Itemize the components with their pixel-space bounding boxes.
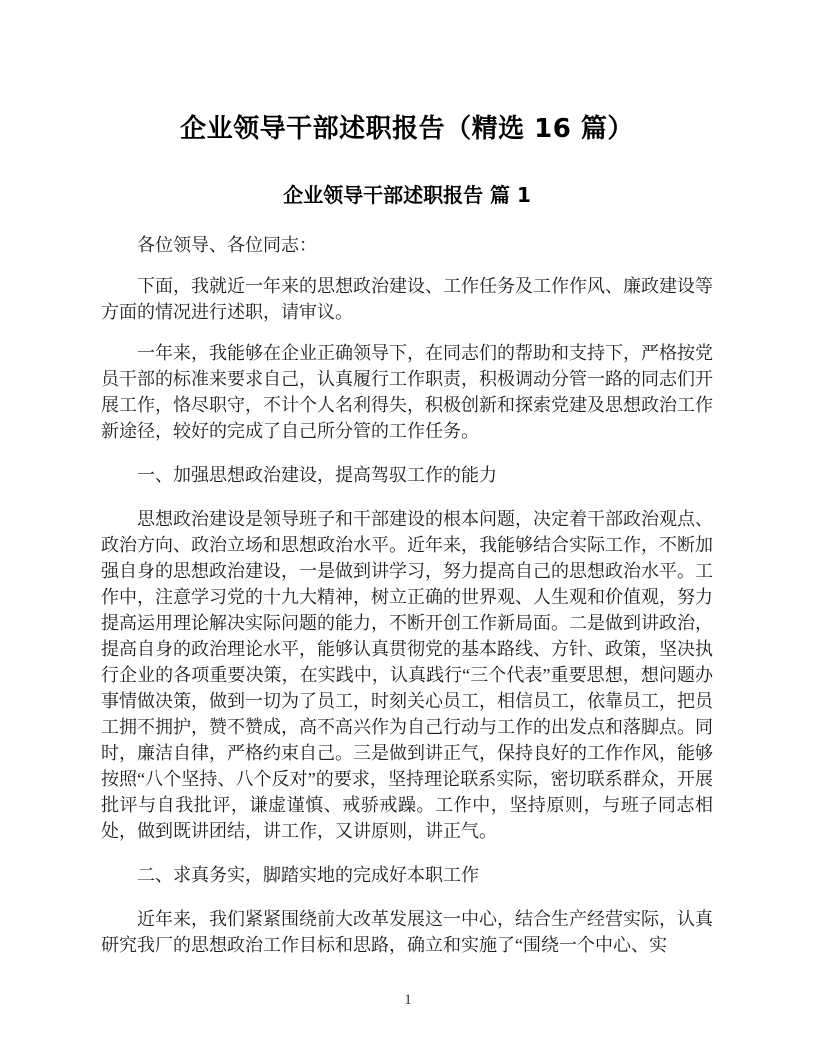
section-heading-2: 二、求真务实，脚踏实地的完成好本职工作 bbox=[137, 865, 479, 885]
document-subtitle: 企业领导干部述职报告 篇 1 bbox=[283, 183, 531, 207]
document-content bbox=[101, 112, 713, 973]
section-heading-1: 一、加强思想政治建设，提高驾驭工作的能力 bbox=[137, 465, 497, 485]
salutation-paragraph: 各位领导、各位同志： bbox=[137, 235, 317, 255]
page-number: 1 bbox=[404, 992, 412, 1008]
paragraph-intro: 下面，我就近一年来的思想政治建设、工作任务及工作作风、廉政建设等方面的情况进行述职，请审议。 bbox=[101, 276, 713, 322]
paragraph-overview: 一年来，我能够在企业正确领导下，在同志们的帮助和支持下，严格按党员干部的标准来要求自己，认真履行工作职责，积极调动分管一路的同志们开展工作，恪尽职守，不计个人名利得失，积极创新和探索党建及思想政治工作新途径，较好的完成了自己所分管的工作任务。 bbox=[101, 343, 713, 441]
paragraph-section-2-body: 近年来，我们紧紧围绕前大改革发展这一中心，结合生产经营实际，认真研究我厂的思想政治工作目标和思路，确立和实施了“围绕一个中心、实 bbox=[101, 909, 713, 955]
document-title: 企业领导干部述职报告（精选 16 篇） bbox=[180, 114, 634, 144]
paragraph-section-1-body: 思想政治建设是领导班子和干部建设的根本问题，决定着干部政治观点、政治方向、政治立场和思想政治水平。近年来，我能够结合实际工作，不断加强自身的思想政治建设，一是做到讲学习，努力提高自己的思想政治水平。工作中，注意学习党的十九大精神，树立正确的世界观、人生观和价值观，努力提高运用理论解决实际问题的能力，不断开创工作新局面。二是做到讲政治，提高自身的政治理论水平，能够认真贯彻党的基本路线、方针、政策，坚决执行企业的各项重要决策，在实践中，认真践行“三个代表”重要思想，想问题办事情做决策，做到一切为了员工，时刻关心员工，相信员工，依靠员工，把员工拥不拥护，赞不赞成，高不高兴作为自己行动与工作的出发点和落脚点。同时，廉洁自律，严格约束自己。三是做到讲正气，保持良好的工作作风，能够按照“八个坚持、八个反对”的要求，坚持理论联系实际，密切联系群众，开展批评与自我批评，谦虚谨慎、戒骄戒躁。工作中，坚持原则，与班子同志相处，做到既讲团结，讲工作，又讲原则，讲正气。 bbox=[101, 509, 713, 841]
